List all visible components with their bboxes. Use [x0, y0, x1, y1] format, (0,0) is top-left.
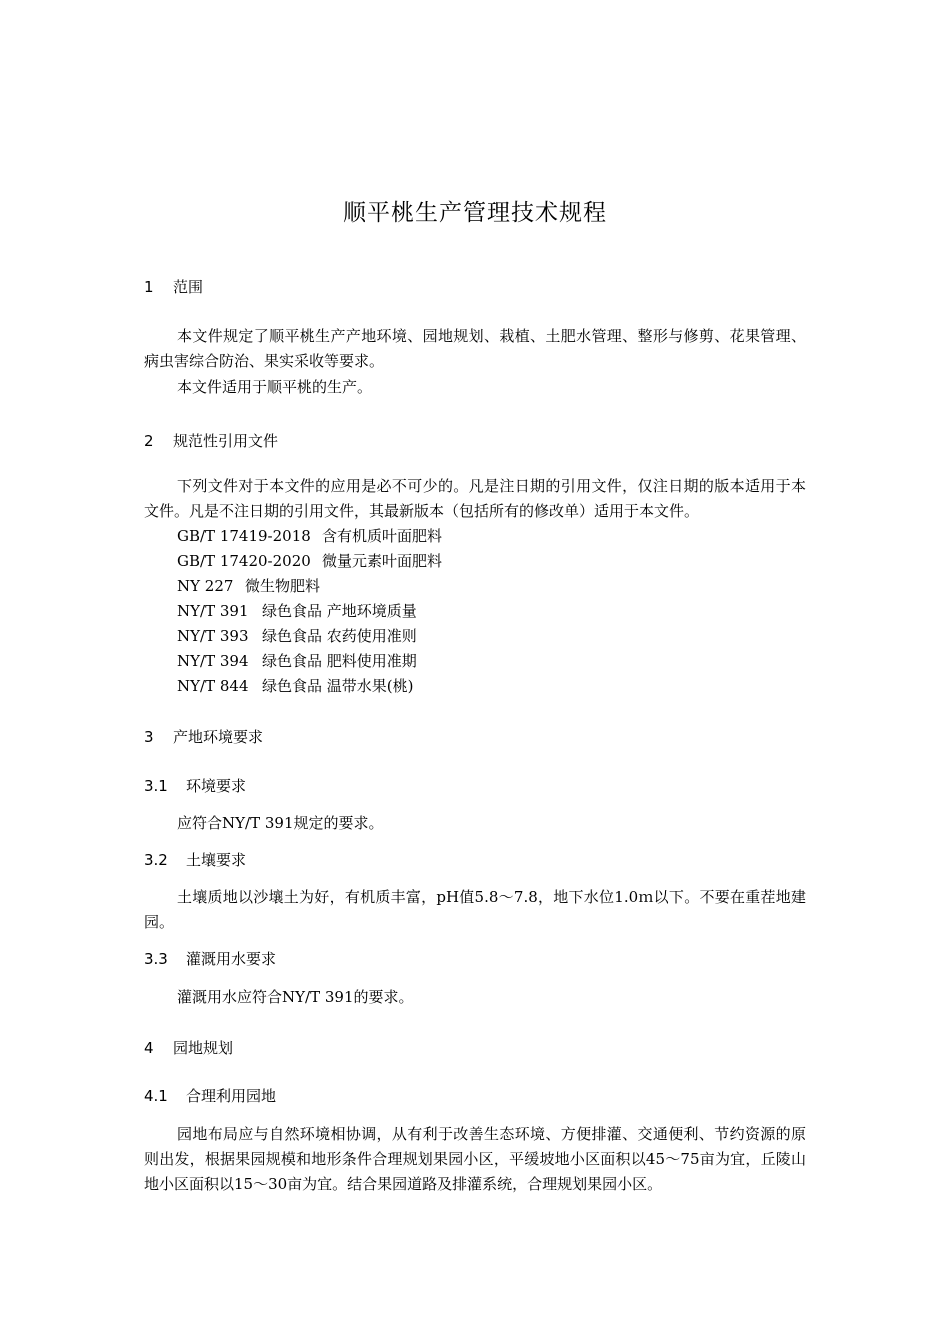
- section-1-paragraph: 本文件适用于顺平桃的生产。: [177, 378, 373, 396]
- reference-item: [177, 524, 442, 549]
- reference-item: [177, 674, 413, 699]
- reference-item: [177, 574, 320, 599]
- section-2-heading: [144, 430, 278, 452]
- section-3-heading: [144, 726, 263, 748]
- subsection-number: 3.1: [144, 777, 168, 795]
- reference-item: [177, 624, 417, 649]
- section-number: 2: [144, 432, 154, 450]
- subsection-title: 合理利用园地: [186, 1087, 277, 1105]
- section-number: 4: [144, 1039, 154, 1057]
- reference-name: 微生物肥料: [245, 577, 321, 595]
- reference-name: 含有机质叶面肥料: [322, 527, 443, 545]
- subsection-3-2-heading: [144, 849, 246, 871]
- document-title: 顺平桃生产管理技术规程: [343, 200, 607, 226]
- reference-name: 微量元素叶面肥料: [322, 552, 443, 570]
- reference-name: 绿色食品 温带水果(桃): [262, 677, 414, 695]
- subsection-number: 3.3: [144, 950, 168, 968]
- section-2-intro: 下列文件对于本文件的应用是必不可少的。凡是注日期的引用文件，仅注日期的版本适用于本文件。凡是不注日期的引用文件，其最新版本（包括所有的修改单）适用于本文件。: [144, 477, 806, 520]
- reference-code: NY/T 393: [177, 627, 249, 645]
- reference-name: 绿色食品 农药使用准则: [262, 627, 417, 645]
- reference-code: NY 227: [177, 577, 234, 595]
- reference-code: NY/T 844: [177, 677, 249, 695]
- reference-code: GB/T 17419-2018: [177, 527, 311, 545]
- subsection-title: 灌溉用水要求: [186, 950, 277, 968]
- reference-code: NY/T 394: [177, 652, 249, 670]
- reference-code: GB/T 17420-2020: [177, 552, 311, 570]
- section-4-heading: [144, 1037, 233, 1059]
- subsection-3-1-heading: [144, 775, 246, 797]
- subsection-title: 环境要求: [186, 777, 247, 795]
- subsection-title: 土壤要求: [186, 851, 247, 869]
- section-title: 规范性引用文件: [173, 432, 279, 450]
- section-title: 产地环境要求: [173, 728, 264, 746]
- reference-name: 绿色食品 肥料使用准期: [262, 652, 417, 670]
- subsection-4-1-text: 园地布局应与自然环境相协调，从有利于改善生态环境、方便排灌、交通便利、节约资源的原则出发，根据果园规模和地形条件合理规划果园小区，平缓坡地小区面积以45～75亩为宜，丘陵山地小区面积以15～30亩为宜。结合果园道路及排灌系统，合理规划果园小区。: [144, 1125, 806, 1193]
- section-title: 园地规划: [173, 1039, 234, 1057]
- subsection-3-1-text: 应符合NY/T 391规定的要求。: [177, 814, 384, 832]
- section-1-paragraph: 本文件规定了顺平桃生产产地环境、园地规划、栽植、土肥水管理、整形与修剪、花果管理、病虫害综合防治、果实采收等要求。: [144, 327, 806, 370]
- section-number: 3: [144, 728, 154, 746]
- reference-item: [177, 649, 417, 674]
- reference-name: 绿色食品 产地环境质量: [262, 602, 417, 620]
- section-number: 1: [144, 278, 154, 296]
- subsection-4-1-heading: [144, 1085, 276, 1107]
- subsection-3-2-text: 土壤质地以沙壤土为好，有机质丰富，pH值5.8～7.8，地下水位1.0ｍ以下。不要在重茬地建园。: [144, 888, 806, 931]
- section-1-heading: [144, 276, 203, 298]
- section-title: 范围: [173, 278, 204, 296]
- reference-code: NY/T 391: [177, 602, 249, 620]
- subsection-number: 4.1: [144, 1087, 168, 1105]
- reference-item: [177, 599, 417, 624]
- subsection-3-3-heading: [144, 948, 276, 970]
- subsection-3-3-text: 灌溉用水应符合NY/T 391的要求。: [177, 988, 414, 1006]
- subsection-number: 3.2: [144, 851, 168, 869]
- reference-item: [177, 549, 442, 574]
